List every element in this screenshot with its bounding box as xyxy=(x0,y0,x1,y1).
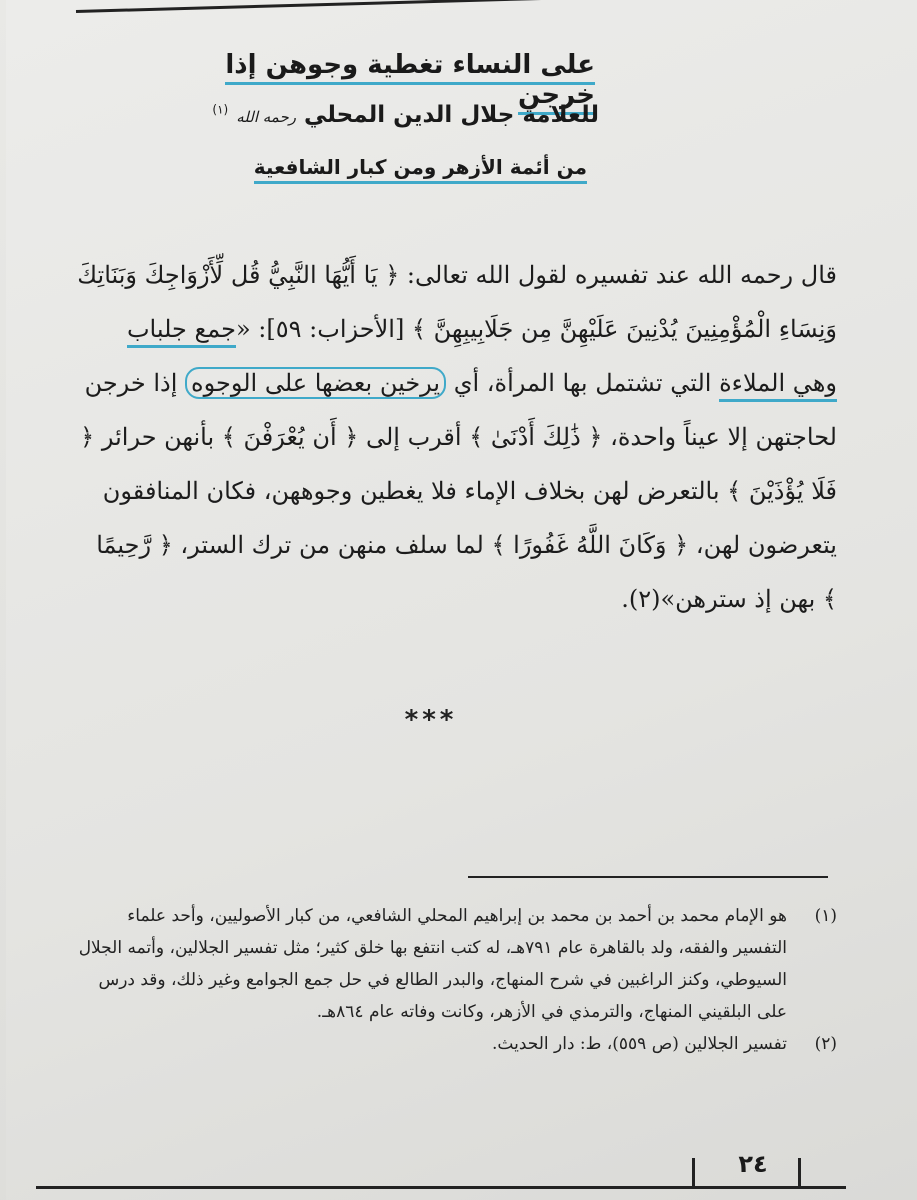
body-part-1: قال رحمه الله عند تفسيره لقول الله تعالى: ﴿ يَا أَيُّهَا النَّبِيُّ قُل لِّأَزْوَاجِكَ وَبَنَاتِكَ وَنِسَاءِ الْمُؤْمِنِينَ يُدْنِينَ عَلَيْهِنَّ مِن جَلَابِيبِهِنَّ ﴾ [الأحزاب: ٥٩]: « xyxy=(77,261,837,343)
byline-footnote-ref: (١) xyxy=(212,102,229,117)
title-text: على النساء تغطية وجوهن إذا خرجن xyxy=(225,50,595,115)
top-rule xyxy=(76,0,846,13)
book-page xyxy=(6,0,917,1200)
body-part-3: إذا خرجن لحاجتهن إلا عيناً واحدة، ﴿ ذَٰلِكَ أَدْنَىٰ ﴾ أقرب إلى ﴿ أَن يُعْرَفْنَ ﴾ بأنهن حرائر ﴿ فَلَا يُؤْذَيْنَ ﴾ بالتعرض لهن بخلاف الإماء فلا يغطين وجوههن، فكان المنافقون يتعرضون لهن، ﴿ وَكَانَ اللَّهُ غَفُورًا ﴾ لما سلف منهن من ترك الستر، ﴿ رَّحِيمًا ﴾ بهن إذ سترهن»(٢). xyxy=(80,369,837,613)
byline-honorific: رحمه الله xyxy=(236,108,296,126)
body-highlight-1: جمع جلباب وهي الملاءة xyxy=(127,315,837,402)
byline-text: للعلامة جلال الدين المحلي xyxy=(304,102,599,128)
page-number-tick-right xyxy=(798,1158,801,1188)
footnotes xyxy=(77,900,837,1060)
footnote-number: (١) xyxy=(814,906,837,926)
footnote-1 xyxy=(77,900,837,1028)
body-paragraph xyxy=(77,248,837,626)
section-separator: *** xyxy=(404,705,458,735)
bottom-rule xyxy=(36,1186,846,1189)
subtitle-text: من أئمة الأزهر ومن كبار الشافعية xyxy=(254,155,587,184)
footnote-2 xyxy=(77,1028,837,1060)
footnote-text: هو الإمام محمد بن أحمد بن محمد بن إبراهيم المحلي الشافعي، من كبار الأصوليين، وأحد علماء التفسير والفقه، ولد بالقاهرة عام ٧٩١هـ، له كتب انتفع بها خلق كثير؛ مثل تفسير الجلالين، وأتمه الجلال السيوطي، وكنز الراغبين في شرح المنهاج، والبدر الطالع في حل جمع الجوامع وغير ذلك، وقد درس على البلقيني المنهاج، والترمذي في الأزهر، وكانت وفاته عام ٨٦٤هـ. xyxy=(78,906,787,1022)
footnote-number: (٢) xyxy=(814,1034,837,1054)
main-text xyxy=(77,248,837,626)
page-title xyxy=(175,50,595,110)
body-circled-phrase: يرخين بعضها على الوجوه xyxy=(185,367,446,399)
body-part-2: التي تشتمل بها المرأة، أي xyxy=(446,369,720,397)
byline xyxy=(179,102,599,128)
subtitle xyxy=(167,155,587,179)
page-number: ٢٤ xyxy=(738,1150,768,1178)
page-number-tick-left xyxy=(692,1158,695,1188)
footnote-text: تفسير الجلالين (ص ٥٥٩)، ط: دار الحديث. xyxy=(491,1034,787,1054)
footnote-rule xyxy=(468,876,828,878)
